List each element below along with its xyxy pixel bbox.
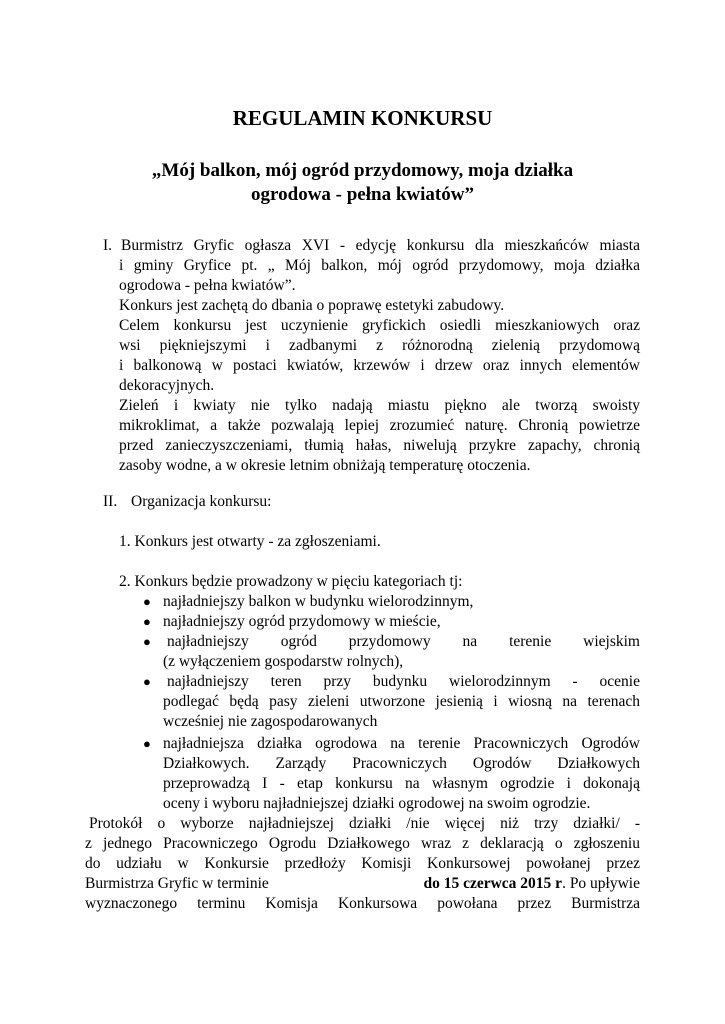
section-1-line: Celem konkursu jest uczynienie gryfickich osiedli mieszkaniowych oraz (119, 317, 640, 334)
category-line: najładniejszy ogród przydomowy w mieście, (163, 613, 441, 630)
category-line: (z wyłączeniem gospodarstw rolnych), (163, 653, 404, 670)
section-1-line: mikroklimat, a także pozwalają lepiej zrozumieć naturę. Chronią powietrze (119, 417, 640, 434)
category-line: najładniejszy teren przy budynku wielorodzinnym - ocenie (167, 673, 640, 690)
section-1-line: dekoracyjnych. (119, 377, 215, 394)
section-1-line: ogrodowa - pełna kwiatów”. (119, 277, 296, 294)
bullet-dot: ● (143, 614, 151, 629)
section-2-heading: Organizacja konkursu: (131, 493, 272, 510)
section-1-line: Konkurs jest zachętą do dbania o poprawę estetyki zabudowy. (119, 297, 505, 314)
category-line: wcześniej nie zagospodarowanych (163, 713, 378, 730)
bullet-dot: ● (143, 674, 151, 689)
category-line: podlegać będą pasy zieleni utworzone jesienią i wiosną na terenach (163, 693, 640, 710)
protocol-deadline-line (85, 874, 640, 894)
protocol-line: do udziału w Konkursie przedłoży Komisji Konkursowej powołanej przez (85, 855, 640, 872)
section-1-line: i gminy Gryfice pt. „ Mój balkon, mój ogród przydomowy, moja działka (119, 257, 640, 274)
section-1-line: i balkonową w postaci kwiatów, krzewów i drzew oraz innych elementów (119, 357, 640, 374)
section-1-numeral: I. (103, 237, 113, 254)
category-line: najładniejsza działka ogrodowa na terenie Pracowniczych Ogrodów (163, 735, 640, 752)
section-1-line: zasoby wodne, a w okresie letnim obniżają temperaturę otoczenia. (119, 457, 531, 474)
contest-subtitle (100, 159, 625, 207)
category-line: najładniejszy balkon w budynku wielorodzinnym, (163, 593, 474, 610)
category-line: Działkowych. Zarządy Pracowniczych Ogrodów Działkowych (163, 755, 640, 772)
bullet-dot: ● (143, 594, 151, 609)
protocol-line: wyznaczonego terminu Komisja Konkursowa powołana przez Burmistrza (85, 895, 640, 912)
protocol-text: Burmistrza Gryfic w terminie (85, 875, 269, 892)
section-1-line: Zieleń i kwiaty nie tylko nadają miastu piękno ale tworzą swoisty (119, 397, 640, 414)
section-1-line: przed zanieczyszczeniami, tłumią hałas, niwelują przykre zapachy, chronią (119, 437, 640, 454)
section-2-numeral: II. (103, 493, 118, 510)
protocol-line: z jednego Pracowniczego Ogrodu Działkowego wraz z deklaracją o zgłoszeniu (85, 835, 640, 852)
section-1-line: wsi piękniejszymi i zadbanymi z różnorodną zielenią przydomową (119, 337, 640, 354)
category-line: najładniejszy ogród przydomowy na terenie wiejskim (167, 633, 640, 650)
section-1-line: Burmistrz Gryfic ogłasza XVI - edycję konkursu dla mieszkańców miasta (121, 237, 640, 254)
subtitle-line-1: „Mój balkon, mój ogród przydomowy, moja działka (151, 160, 574, 181)
category-line: oceny i wyboru najładniejszej działki ogrodowej na swoim ogrodzie. (163, 795, 591, 812)
subtitle-line-2: ogrodowa - pełna kwiatów” (251, 184, 474, 205)
deadline-date: do 15 czerwca 2015 r (423, 875, 563, 892)
bullet-dot: ● (143, 736, 151, 751)
document-title: REGULAMIN KONKURSU (232, 106, 493, 130)
rule-item-1: 1. Konkurs jest otwarty - za zgłoszeniami. (119, 533, 381, 550)
category-line: przeprowadzą I - etap konkursu na własnym ogrodzie i dokonają (163, 775, 640, 792)
bullet-dot: ● (143, 634, 151, 649)
protocol-line: Protokół o wyborze najładniejszej działki /nie więcej niż trzy działki/ - (89, 815, 640, 832)
rule-item-2: 2. Konkurs będzie prowadzony w pięciu kategoriach tj: (119, 573, 463, 590)
protocol-text: . Po upływie (562, 875, 640, 892)
